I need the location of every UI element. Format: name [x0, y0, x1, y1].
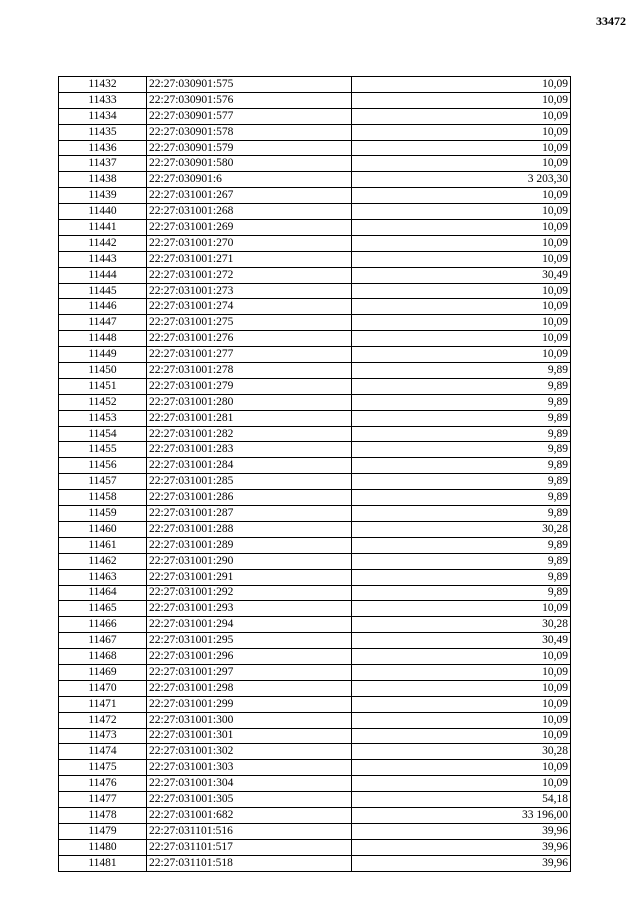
area-value-cell: 9,89	[352, 426, 571, 442]
area-value-cell: 10,09	[352, 601, 571, 617]
table-row	[59, 92, 571, 108]
area-value-cell: 9,89	[352, 442, 571, 458]
table-row	[59, 267, 571, 283]
cadastral-number-cell: 22:27:030901:578	[147, 124, 352, 140]
row-number-cell: 11451	[59, 378, 147, 394]
table-row	[59, 490, 571, 506]
cadastral-number-cell: 22:27:031001:301	[147, 728, 352, 744]
table-row	[59, 172, 571, 188]
cadastral-number-cell: 22:27:031001:271	[147, 251, 352, 267]
area-value-cell: 10,09	[352, 251, 571, 267]
area-value-cell: 39,96	[352, 823, 571, 839]
cadastral-number-cell: 22:27:031001:268	[147, 204, 352, 220]
table-row	[59, 760, 571, 776]
table-row	[59, 506, 571, 522]
table-row	[59, 776, 571, 792]
cadastral-number-cell: 22:27:031001:305	[147, 792, 352, 808]
area-value-cell: 30,49	[352, 267, 571, 283]
cadastral-number-cell: 22:27:031001:279	[147, 378, 352, 394]
table-row	[59, 220, 571, 236]
area-value-cell: 10,09	[352, 664, 571, 680]
table-row	[59, 728, 571, 744]
table-row	[59, 108, 571, 124]
table-row	[59, 649, 571, 665]
row-number-cell: 11440	[59, 204, 147, 220]
row-number-cell: 11453	[59, 410, 147, 426]
cadastral-number-cell: 22:27:031001:276	[147, 331, 352, 347]
cadastral-number-cell: 22:27:031001:302	[147, 744, 352, 760]
area-value-cell: 10,09	[352, 299, 571, 315]
cadastral-number-cell: 22:27:031001:281	[147, 410, 352, 426]
area-value-cell: 30,28	[352, 617, 571, 633]
row-number-cell: 11475	[59, 760, 147, 776]
cadastral-number-cell: 22:27:031001:292	[147, 585, 352, 601]
row-number-cell: 11456	[59, 458, 147, 474]
row-number-cell: 11454	[59, 426, 147, 442]
table-row	[59, 712, 571, 728]
area-value-cell: 10,09	[352, 776, 571, 792]
area-value-cell: 9,89	[352, 378, 571, 394]
cadastral-number-cell: 22:27:031001:303	[147, 760, 352, 776]
table-row	[59, 458, 571, 474]
table-row	[59, 601, 571, 617]
area-value-cell: 9,89	[352, 569, 571, 585]
table-row	[59, 378, 571, 394]
area-value-cell: 10,09	[352, 204, 571, 220]
row-number-cell: 11465	[59, 601, 147, 617]
area-value-cell: 30,28	[352, 744, 571, 760]
cadastral-number-cell: 22:27:031001:286	[147, 490, 352, 506]
cadastral-number-cell: 22:27:031001:282	[147, 426, 352, 442]
cadastral-number-cell: 22:27:031001:299	[147, 696, 352, 712]
row-number-cell: 11442	[59, 235, 147, 251]
row-number-cell: 11481	[59, 855, 147, 871]
table-row	[59, 792, 571, 808]
table-row	[59, 521, 571, 537]
table-row	[59, 664, 571, 680]
row-number-cell: 11479	[59, 823, 147, 839]
row-number-cell: 11443	[59, 251, 147, 267]
table-row	[59, 410, 571, 426]
area-value-cell: 9,89	[352, 394, 571, 410]
row-number-cell: 11436	[59, 140, 147, 156]
cadastral-number-cell: 22:27:031001:291	[147, 569, 352, 585]
table-row	[59, 363, 571, 379]
table-row	[59, 124, 571, 140]
cadastral-number-cell: 22:27:031001:283	[147, 442, 352, 458]
area-value-cell: 9,89	[352, 458, 571, 474]
cadastral-number-cell: 22:27:030901:575	[147, 77, 352, 93]
table-row	[59, 299, 571, 315]
area-value-cell: 10,09	[352, 649, 571, 665]
area-value-cell: 10,09	[352, 680, 571, 696]
cadastral-number-cell: 22:27:031001:275	[147, 315, 352, 331]
table-row	[59, 569, 571, 585]
cadastral-number-cell: 22:27:031001:270	[147, 235, 352, 251]
row-number-cell: 11467	[59, 633, 147, 649]
row-number-cell: 11432	[59, 77, 147, 93]
table-row	[59, 807, 571, 823]
area-value-cell: 10,09	[352, 77, 571, 93]
cadastral-number-cell: 22:27:031001:290	[147, 553, 352, 569]
row-number-cell: 11437	[59, 156, 147, 172]
area-value-cell: 10,09	[352, 108, 571, 124]
area-value-cell: 33 196,00	[352, 807, 571, 823]
cadastral-number-cell: 22:27:031101:517	[147, 839, 352, 855]
row-number-cell: 11470	[59, 680, 147, 696]
cadastral-number-cell: 22:27:030901:577	[147, 108, 352, 124]
row-number-cell: 11447	[59, 315, 147, 331]
row-number-cell: 11464	[59, 585, 147, 601]
area-value-cell: 10,09	[352, 92, 571, 108]
area-value-cell: 10,09	[352, 283, 571, 299]
table-row	[59, 633, 571, 649]
area-value-cell: 9,89	[352, 553, 571, 569]
row-number-cell: 11473	[59, 728, 147, 744]
table-row	[59, 839, 571, 855]
table-row	[59, 744, 571, 760]
area-value-cell: 10,09	[352, 760, 571, 776]
registry-table-body	[59, 77, 571, 872]
table-row	[59, 474, 571, 490]
row-number-cell: 11471	[59, 696, 147, 712]
cadastral-number-cell: 22:27:031001:288	[147, 521, 352, 537]
area-value-cell: 10,09	[352, 124, 571, 140]
cadastral-number-cell: 22:27:031001:297	[147, 664, 352, 680]
cadastral-number-cell: 22:27:030901:6	[147, 172, 352, 188]
area-value-cell: 10,09	[352, 347, 571, 363]
row-number-cell: 11463	[59, 569, 147, 585]
cadastral-number-cell: 22:27:031001:294	[147, 617, 352, 633]
cadastral-number-cell: 22:27:031001:285	[147, 474, 352, 490]
row-number-cell: 11478	[59, 807, 147, 823]
area-value-cell: 39,96	[352, 839, 571, 855]
registry-table	[58, 76, 571, 872]
area-value-cell: 10,09	[352, 331, 571, 347]
cadastral-number-cell: 22:27:031001:277	[147, 347, 352, 363]
row-number-cell: 11461	[59, 537, 147, 553]
cadastral-number-cell: 22:27:031001:280	[147, 394, 352, 410]
area-value-cell: 10,09	[352, 235, 571, 251]
table-row	[59, 553, 571, 569]
cadastral-number-cell: 22:27:031001:278	[147, 363, 352, 379]
page-number: 33472	[596, 14, 626, 28]
cadastral-number-cell: 22:27:031001:682	[147, 807, 352, 823]
area-value-cell: 54,18	[352, 792, 571, 808]
cadastral-number-cell: 22:27:031001:272	[147, 267, 352, 283]
cadastral-number-cell: 22:27:031101:518	[147, 855, 352, 871]
table-row	[59, 204, 571, 220]
row-number-cell: 11458	[59, 490, 147, 506]
cadastral-number-cell: 22:27:031001:274	[147, 299, 352, 315]
area-value-cell: 30,49	[352, 633, 571, 649]
row-number-cell: 11466	[59, 617, 147, 633]
cadastral-number-cell: 22:27:030901:576	[147, 92, 352, 108]
table-row	[59, 315, 571, 331]
area-value-cell: 10,09	[352, 696, 571, 712]
area-value-cell: 10,09	[352, 156, 571, 172]
area-value-cell: 10,09	[352, 728, 571, 744]
table-row	[59, 347, 571, 363]
row-number-cell: 11476	[59, 776, 147, 792]
row-number-cell: 11438	[59, 172, 147, 188]
row-number-cell: 11439	[59, 188, 147, 204]
cadastral-number-cell: 22:27:031001:295	[147, 633, 352, 649]
area-value-cell: 10,09	[352, 220, 571, 236]
table-row	[59, 823, 571, 839]
area-value-cell: 9,89	[352, 410, 571, 426]
cadastral-number-cell: 22:27:031001:304	[147, 776, 352, 792]
row-number-cell: 11469	[59, 664, 147, 680]
area-value-cell: 9,89	[352, 363, 571, 379]
row-number-cell: 11462	[59, 553, 147, 569]
table-row	[59, 77, 571, 93]
table-row	[59, 696, 571, 712]
cadastral-number-cell: 22:27:031001:273	[147, 283, 352, 299]
cadastral-number-cell: 22:27:031001:269	[147, 220, 352, 236]
cadastral-number-cell: 22:27:031001:284	[147, 458, 352, 474]
row-number-cell: 11459	[59, 506, 147, 522]
table-row	[59, 140, 571, 156]
row-number-cell: 11474	[59, 744, 147, 760]
area-value-cell: 30,28	[352, 521, 571, 537]
row-number-cell: 11434	[59, 108, 147, 124]
table-row	[59, 617, 571, 633]
area-value-cell: 10,09	[352, 140, 571, 156]
row-number-cell: 11441	[59, 220, 147, 236]
row-number-cell: 11472	[59, 712, 147, 728]
table-row	[59, 188, 571, 204]
area-value-cell: 3 203,30	[352, 172, 571, 188]
row-number-cell: 11448	[59, 331, 147, 347]
area-value-cell: 9,89	[352, 537, 571, 553]
row-number-cell: 11452	[59, 394, 147, 410]
cadastral-number-cell: 22:27:031001:300	[147, 712, 352, 728]
cadastral-number-cell: 22:27:031001:287	[147, 506, 352, 522]
row-number-cell: 11457	[59, 474, 147, 490]
table-row	[59, 426, 571, 442]
table-row	[59, 680, 571, 696]
cadastral-number-cell: 22:27:031001:289	[147, 537, 352, 553]
area-value-cell: 10,09	[352, 188, 571, 204]
area-value-cell: 9,89	[352, 474, 571, 490]
row-number-cell: 11460	[59, 521, 147, 537]
area-value-cell: 9,89	[352, 585, 571, 601]
row-number-cell: 11455	[59, 442, 147, 458]
table-row	[59, 331, 571, 347]
row-number-cell: 11445	[59, 283, 147, 299]
row-number-cell: 11435	[59, 124, 147, 140]
cadastral-number-cell: 22:27:031001:267	[147, 188, 352, 204]
row-number-cell: 11450	[59, 363, 147, 379]
area-value-cell: 9,89	[352, 490, 571, 506]
table-row	[59, 585, 571, 601]
cadastral-number-cell: 22:27:031001:293	[147, 601, 352, 617]
row-number-cell: 11468	[59, 649, 147, 665]
cadastral-number-cell: 22:27:031101:516	[147, 823, 352, 839]
area-value-cell: 9,89	[352, 506, 571, 522]
row-number-cell: 11477	[59, 792, 147, 808]
table-row	[59, 537, 571, 553]
area-value-cell: 10,09	[352, 712, 571, 728]
table-row	[59, 251, 571, 267]
row-number-cell: 11449	[59, 347, 147, 363]
area-value-cell: 10,09	[352, 315, 571, 331]
table-row	[59, 235, 571, 251]
row-number-cell: 11444	[59, 267, 147, 283]
table-row	[59, 442, 571, 458]
row-number-cell: 11446	[59, 299, 147, 315]
cadastral-number-cell: 22:27:030901:579	[147, 140, 352, 156]
table-row	[59, 156, 571, 172]
table-row	[59, 855, 571, 871]
cadastral-number-cell: 22:27:031001:298	[147, 680, 352, 696]
row-number-cell: 11433	[59, 92, 147, 108]
row-number-cell: 11480	[59, 839, 147, 855]
area-value-cell: 39,96	[352, 855, 571, 871]
cadastral-number-cell: 22:27:030901:580	[147, 156, 352, 172]
table-row	[59, 394, 571, 410]
cadastral-number-cell: 22:27:031001:296	[147, 649, 352, 665]
table-row	[59, 283, 571, 299]
